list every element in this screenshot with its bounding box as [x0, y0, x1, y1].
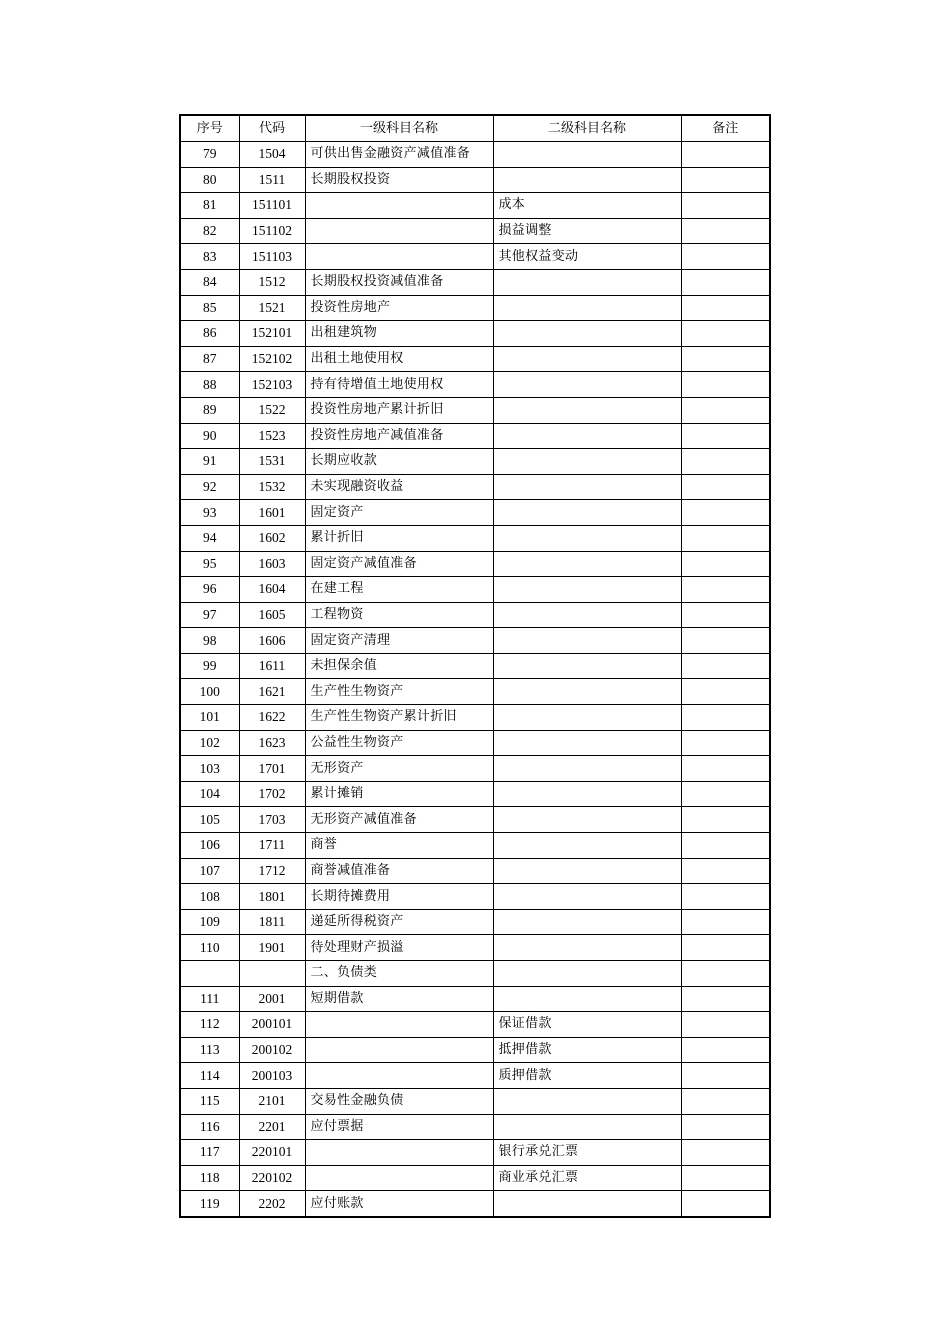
cell-seq: 112	[181, 1012, 239, 1038]
cell-seq: 93	[181, 500, 239, 526]
cell-level2-name	[493, 449, 681, 475]
cell-level1-name: 生产性生物资产累计折旧	[305, 705, 493, 731]
cell-level1-name: 投资性房地产减值准备	[305, 423, 493, 449]
table-row	[181, 1012, 769, 1038]
table-row	[181, 602, 769, 628]
cell-remarks	[681, 397, 769, 423]
cell-level2-name: 其他权益变动	[493, 244, 681, 270]
cell-remarks	[681, 474, 769, 500]
table-row	[181, 346, 769, 372]
cell-level2-name: 商业承兑汇票	[493, 1165, 681, 1191]
cell-remarks	[681, 628, 769, 654]
cell-seq: 111	[181, 986, 239, 1012]
cell-remarks	[681, 577, 769, 603]
table-row	[181, 372, 769, 398]
table-row	[181, 1165, 769, 1191]
cell-level2-name	[493, 423, 681, 449]
cell-level2-name	[493, 884, 681, 910]
cell-level1-name	[305, 1063, 493, 1089]
cell-seq: 118	[181, 1165, 239, 1191]
table-row	[181, 1063, 769, 1089]
cell-level1-name: 无形资产	[305, 756, 493, 782]
cell-seq: 97	[181, 602, 239, 628]
accounts-table	[181, 116, 769, 1216]
cell-level2-name	[493, 756, 681, 782]
cell-code: 2201	[239, 1114, 305, 1140]
cell-level1-name: 公益性生物资产	[305, 730, 493, 756]
table-row	[181, 269, 769, 295]
cell-level2-name: 银行承兑汇票	[493, 1140, 681, 1166]
cell-code: 1711	[239, 833, 305, 859]
cell-level2-name	[493, 833, 681, 859]
cell-level1-name: 应付票据	[305, 1114, 493, 1140]
cell-code: 200102	[239, 1037, 305, 1063]
cell-remarks	[681, 705, 769, 731]
cell-code: 200101	[239, 1012, 305, 1038]
table-row	[181, 423, 769, 449]
cell-level2-name: 抵押借款	[493, 1037, 681, 1063]
cell-remarks	[681, 653, 769, 679]
cell-code: 1523	[239, 423, 305, 449]
cell-code: 1532	[239, 474, 305, 500]
cell-level2-name	[493, 935, 681, 961]
cell-level2-name	[493, 705, 681, 731]
table-row	[181, 884, 769, 910]
cell-level1-name: 投资性房地产累计折旧	[305, 397, 493, 423]
table-row	[181, 525, 769, 551]
cell-code: 2001	[239, 986, 305, 1012]
header-seq: 序号	[181, 116, 239, 142]
header-remarks: 备注	[681, 116, 769, 142]
cell-seq: 103	[181, 756, 239, 782]
cell-seq: 94	[181, 525, 239, 551]
cell-level2-name	[493, 986, 681, 1012]
table-row	[181, 909, 769, 935]
cell-code: 1606	[239, 628, 305, 654]
cell-remarks	[681, 1037, 769, 1063]
cell-level2-name	[493, 628, 681, 654]
cell-remarks	[681, 449, 769, 475]
cell-code: 1801	[239, 884, 305, 910]
cell-level1-name: 累计折旧	[305, 525, 493, 551]
cell-seq: 116	[181, 1114, 239, 1140]
cell-remarks	[681, 142, 769, 168]
cell-level1-name	[305, 244, 493, 270]
cell-seq: 86	[181, 321, 239, 347]
cell-seq: 107	[181, 858, 239, 884]
cell-level2-name	[493, 295, 681, 321]
cell-remarks	[681, 423, 769, 449]
cell-seq: 100	[181, 679, 239, 705]
table-row	[181, 935, 769, 961]
cell-code: 1701	[239, 756, 305, 782]
cell-level2-name	[493, 500, 681, 526]
cell-level2-name	[493, 525, 681, 551]
cell-level1-name: 应付账款	[305, 1191, 493, 1216]
cell-code: 1604	[239, 577, 305, 603]
cell-seq	[181, 961, 239, 987]
cell-code: 1521	[239, 295, 305, 321]
cell-level2-name: 成本	[493, 193, 681, 219]
cell-seq: 79	[181, 142, 239, 168]
cell-level2-name	[493, 577, 681, 603]
cell-code	[239, 961, 305, 987]
cell-code: 1605	[239, 602, 305, 628]
table-row	[181, 218, 769, 244]
cell-level1-name: 递延所得税资产	[305, 909, 493, 935]
cell-remarks	[681, 961, 769, 987]
cell-remarks	[681, 1114, 769, 1140]
cell-level1-name: 生产性生物资产	[305, 679, 493, 705]
cell-seq: 95	[181, 551, 239, 577]
table-row	[181, 1191, 769, 1216]
cell-level1-name: 长期待摊费用	[305, 884, 493, 910]
cell-remarks	[681, 193, 769, 219]
cell-code: 1703	[239, 807, 305, 833]
cell-remarks	[681, 321, 769, 347]
cell-level2-name	[493, 1114, 681, 1140]
cell-seq: 80	[181, 167, 239, 193]
table-row	[181, 193, 769, 219]
cell-seq: 108	[181, 884, 239, 910]
cell-level1-name: 无形资产减值准备	[305, 807, 493, 833]
cell-code: 1621	[239, 679, 305, 705]
cell-remarks	[681, 986, 769, 1012]
cell-level1-name: 未实现融资收益	[305, 474, 493, 500]
cell-level2-name	[493, 167, 681, 193]
cell-code: 151101	[239, 193, 305, 219]
cell-level2-name	[493, 346, 681, 372]
cell-level2-name	[493, 807, 681, 833]
cell-remarks	[681, 269, 769, 295]
table-row	[181, 321, 769, 347]
cell-seq: 98	[181, 628, 239, 654]
table-row	[181, 167, 769, 193]
cell-code: 2202	[239, 1191, 305, 1216]
cell-code: 1603	[239, 551, 305, 577]
cell-code: 1901	[239, 935, 305, 961]
table-row	[181, 961, 769, 987]
cell-remarks	[681, 858, 769, 884]
cell-level2-name	[493, 730, 681, 756]
cell-code: 220102	[239, 1165, 305, 1191]
cell-remarks	[681, 1063, 769, 1089]
table-row	[181, 1114, 769, 1140]
cell-seq: 101	[181, 705, 239, 731]
table-row	[181, 858, 769, 884]
cell-seq: 119	[181, 1191, 239, 1216]
table-row	[181, 244, 769, 270]
table-row	[181, 1037, 769, 1063]
cell-remarks	[681, 807, 769, 833]
cell-seq: 89	[181, 397, 239, 423]
cell-remarks	[681, 1140, 769, 1166]
cell-remarks	[681, 884, 769, 910]
table-row	[181, 295, 769, 321]
cell-code: 2101	[239, 1088, 305, 1114]
table-row	[181, 1088, 769, 1114]
cell-code: 1504	[239, 142, 305, 168]
cell-code: 1511	[239, 167, 305, 193]
table-row	[181, 551, 769, 577]
cell-remarks	[681, 679, 769, 705]
cell-seq: 85	[181, 295, 239, 321]
cell-level1-name: 二、负债类	[305, 961, 493, 987]
cell-remarks	[681, 551, 769, 577]
cell-seq: 84	[181, 269, 239, 295]
cell-level1-name: 出租建筑物	[305, 321, 493, 347]
cell-code: 1702	[239, 781, 305, 807]
cell-level1-name	[305, 1140, 493, 1166]
cell-seq: 105	[181, 807, 239, 833]
cell-level2-name	[493, 372, 681, 398]
cell-seq: 117	[181, 1140, 239, 1166]
cell-remarks	[681, 1088, 769, 1114]
cell-code: 1622	[239, 705, 305, 731]
cell-level2-name	[493, 321, 681, 347]
table-row	[181, 449, 769, 475]
cell-remarks	[681, 372, 769, 398]
cell-level2-name	[493, 1191, 681, 1216]
header-level1-name: 一级科目名称	[305, 116, 493, 142]
cell-remarks	[681, 756, 769, 782]
cell-code: 220101	[239, 1140, 305, 1166]
cell-level1-name	[305, 1012, 493, 1038]
cell-level2-name	[493, 397, 681, 423]
cell-code: 1522	[239, 397, 305, 423]
cell-level2-name: 质押借款	[493, 1063, 681, 1089]
cell-code: 1611	[239, 653, 305, 679]
table-row	[181, 705, 769, 731]
cell-level1-name: 投资性房地产	[305, 295, 493, 321]
table-row	[181, 653, 769, 679]
cell-seq: 83	[181, 244, 239, 270]
cell-level1-name: 持有待增值土地使用权	[305, 372, 493, 398]
cell-level1-name	[305, 193, 493, 219]
cell-code: 1623	[239, 730, 305, 756]
cell-level2-name	[493, 961, 681, 987]
cell-code: 152102	[239, 346, 305, 372]
cell-remarks	[681, 295, 769, 321]
table-row	[181, 142, 769, 168]
cell-level1-name: 商誉减值准备	[305, 858, 493, 884]
cell-seq: 102	[181, 730, 239, 756]
cell-code: 151103	[239, 244, 305, 270]
cell-level2-name	[493, 551, 681, 577]
cell-seq: 109	[181, 909, 239, 935]
cell-remarks	[681, 244, 769, 270]
cell-remarks	[681, 346, 769, 372]
cell-remarks	[681, 909, 769, 935]
cell-level2-name	[493, 142, 681, 168]
cell-level2-name	[493, 1088, 681, 1114]
cell-remarks	[681, 1012, 769, 1038]
cell-level2-name	[493, 781, 681, 807]
cell-level2-name	[493, 858, 681, 884]
table-row	[181, 807, 769, 833]
cell-remarks	[681, 525, 769, 551]
table-row	[181, 500, 769, 526]
cell-level1-name: 固定资产减值准备	[305, 551, 493, 577]
cell-code: 152101	[239, 321, 305, 347]
cell-level1-name	[305, 218, 493, 244]
cell-seq: 114	[181, 1063, 239, 1089]
cell-level1-name: 累计摊销	[305, 781, 493, 807]
cell-code: 1601	[239, 500, 305, 526]
cell-code: 152103	[239, 372, 305, 398]
cell-remarks	[681, 602, 769, 628]
cell-code: 200103	[239, 1063, 305, 1089]
cell-code: 1512	[239, 269, 305, 295]
cell-level1-name: 待处理财产损溢	[305, 935, 493, 961]
cell-remarks	[681, 218, 769, 244]
cell-level1-name: 固定资产	[305, 500, 493, 526]
table-body	[181, 142, 769, 1216]
cell-seq: 90	[181, 423, 239, 449]
table-row	[181, 986, 769, 1012]
cell-level1-name: 可供出售金融资产减值准备	[305, 142, 493, 168]
cell-level2-name	[493, 909, 681, 935]
table-row	[181, 730, 769, 756]
cell-code: 1531	[239, 449, 305, 475]
table-row	[181, 1140, 769, 1166]
cell-remarks	[681, 167, 769, 193]
table-row	[181, 397, 769, 423]
cell-level1-name: 在建工程	[305, 577, 493, 603]
cell-seq: 91	[181, 449, 239, 475]
cell-level1-name: 工程物资	[305, 602, 493, 628]
header-level2-name: 二级科目名称	[493, 116, 681, 142]
cell-level2-name	[493, 269, 681, 295]
cell-level1-name: 长期应收款	[305, 449, 493, 475]
cell-seq: 104	[181, 781, 239, 807]
cell-level2-name: 保证借款	[493, 1012, 681, 1038]
cell-level1-name: 商誉	[305, 833, 493, 859]
cell-level1-name: 出租土地使用权	[305, 346, 493, 372]
table-row	[181, 577, 769, 603]
table-row	[181, 756, 769, 782]
table-header-row	[181, 116, 769, 142]
cell-seq: 110	[181, 935, 239, 961]
cell-seq: 81	[181, 193, 239, 219]
cell-seq: 82	[181, 218, 239, 244]
cell-seq: 92	[181, 474, 239, 500]
cell-seq: 87	[181, 346, 239, 372]
cell-seq: 113	[181, 1037, 239, 1063]
cell-remarks	[681, 1191, 769, 1216]
cell-code: 151102	[239, 218, 305, 244]
cell-level2-name	[493, 679, 681, 705]
cell-level2-name: 损益调整	[493, 218, 681, 244]
cell-seq: 96	[181, 577, 239, 603]
cell-level1-name: 短期借款	[305, 986, 493, 1012]
cell-code: 1602	[239, 525, 305, 551]
table-row	[181, 679, 769, 705]
table-row	[181, 628, 769, 654]
accounts-table-container	[179, 114, 771, 1218]
cell-code: 1811	[239, 909, 305, 935]
cell-code: 1712	[239, 858, 305, 884]
cell-level1-name: 长期股权投资	[305, 167, 493, 193]
cell-level1-name: 固定资产清理	[305, 628, 493, 654]
cell-level1-name	[305, 1165, 493, 1191]
table-row	[181, 833, 769, 859]
cell-seq: 115	[181, 1088, 239, 1114]
cell-remarks	[681, 833, 769, 859]
table-row	[181, 781, 769, 807]
cell-level2-name	[493, 602, 681, 628]
cell-level1-name	[305, 1037, 493, 1063]
cell-seq: 88	[181, 372, 239, 398]
cell-remarks	[681, 935, 769, 961]
cell-remarks	[681, 1165, 769, 1191]
cell-level2-name	[493, 474, 681, 500]
cell-level1-name: 交易性金融负债	[305, 1088, 493, 1114]
cell-level2-name	[493, 653, 681, 679]
table-row	[181, 474, 769, 500]
cell-remarks	[681, 781, 769, 807]
cell-seq: 106	[181, 833, 239, 859]
cell-level1-name: 长期股权投资减值准备	[305, 269, 493, 295]
cell-seq: 99	[181, 653, 239, 679]
cell-level1-name: 未担保余值	[305, 653, 493, 679]
cell-remarks	[681, 500, 769, 526]
cell-remarks	[681, 730, 769, 756]
header-code: 代码	[239, 116, 305, 142]
